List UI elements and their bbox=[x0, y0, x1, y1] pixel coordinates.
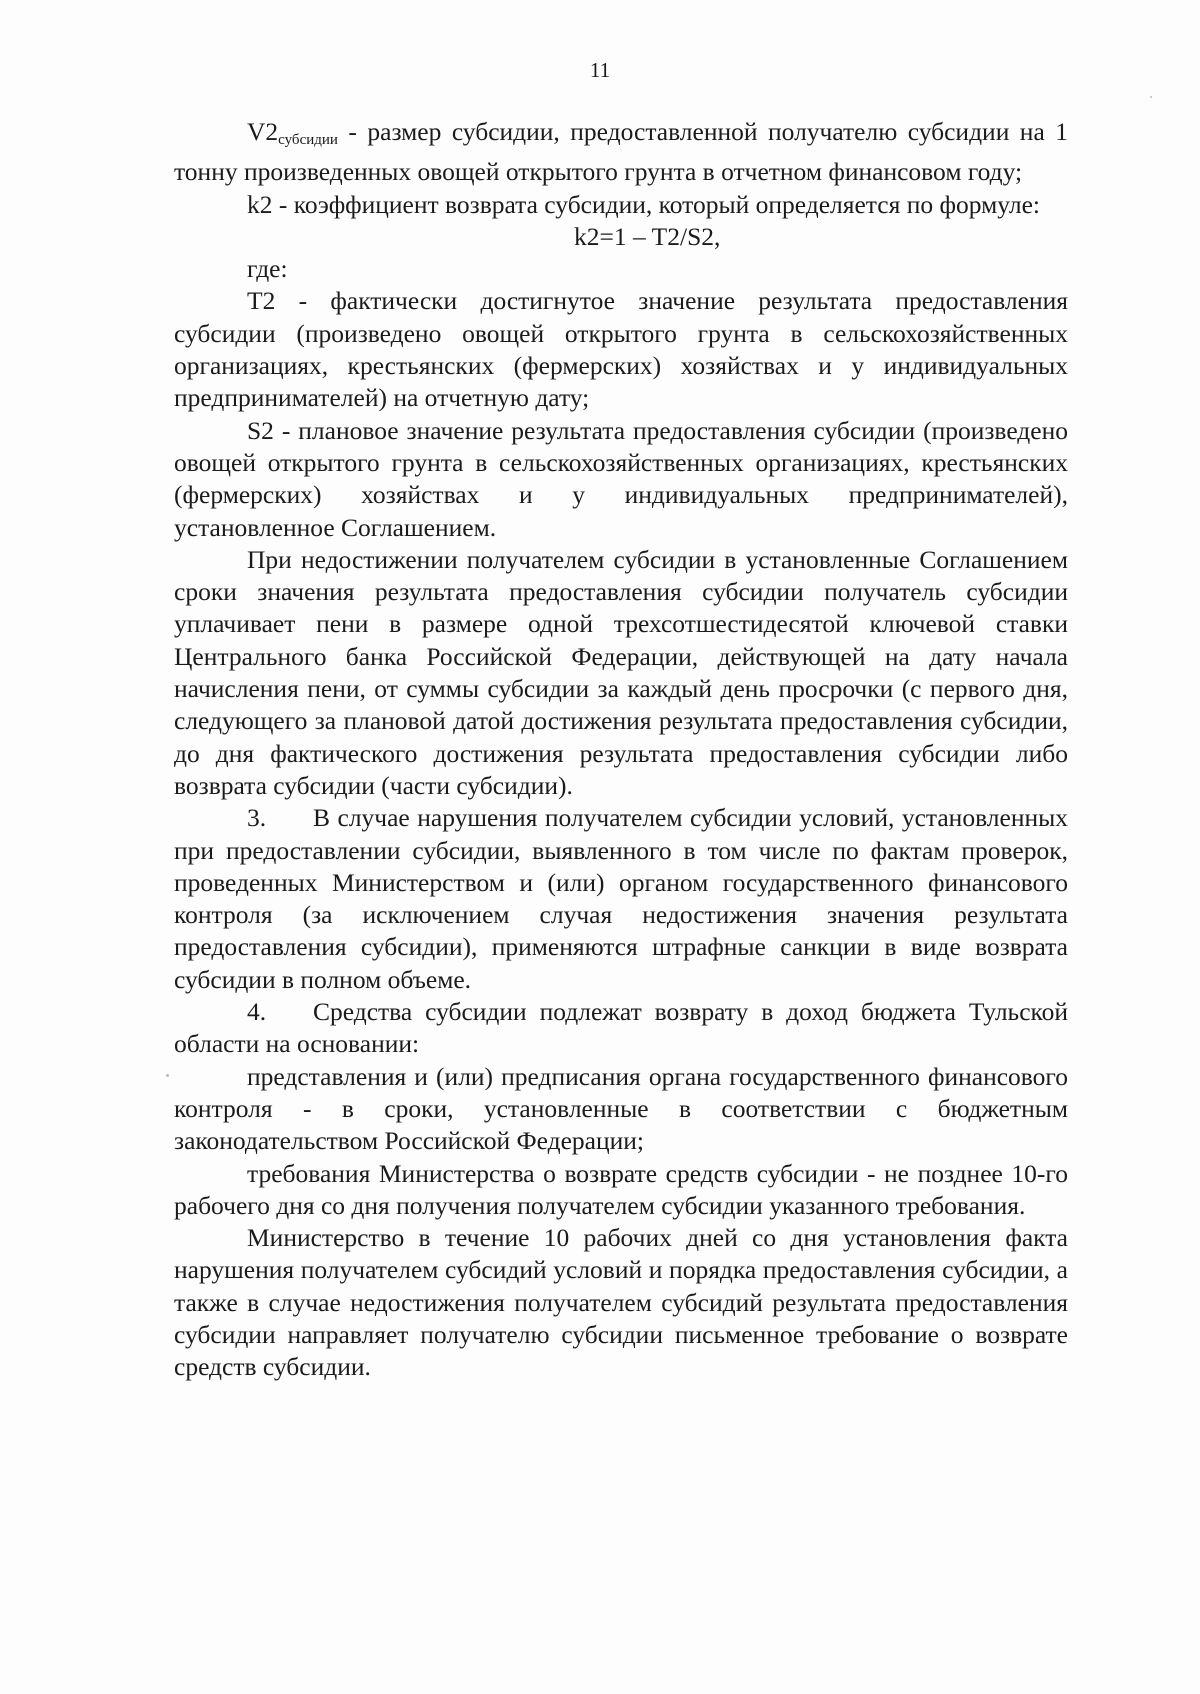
t2-definition-paragraph: T2 - фактически достигнутое значение результата предоставления субсидии (произведено овощей открытого грунта в сельскохозяйственных организациях, крестьянских (фермерских) хозяйствах и у индивидуальных предпринимателей) на отчетную дату; bbox=[174, 286, 1068, 413]
item-4-number: 4. bbox=[247, 997, 267, 1027]
v2-definition-paragraph bbox=[174, 116, 1068, 189]
item-4-paragraph bbox=[174, 996, 1068, 1061]
k2-definition-paragraph: k2 - коэффициент возврата субсидии, который определяется по формуле: bbox=[247, 189, 1040, 219]
v2-definition-text: - размер субсидии, предоставленной получателю субсидии на 1 тонну произведенных овощей открытого грунта в отчетном финансовом году; bbox=[174, 117, 1068, 187]
item-3-text: В случае нарушения получателем субсидии условий, установленных при предоставлении субсидии, выявленного в том числе по фактам проверок, проведенных Министерством и (или) органом государственного финансового контроля (за исключением случая недостижения значения результата предоставления субсидии), применяются штрафные санкции в виде возврата субсидии в полном объеме. bbox=[174, 803, 1068, 994]
item-3-number: 3. bbox=[247, 803, 267, 833]
k2-formula: k2=1 – T2/S2, bbox=[574, 221, 721, 251]
item-3-paragraph bbox=[174, 802, 1068, 996]
where-label: где: bbox=[247, 254, 288, 284]
return-basis-2-paragraph: требования Министерства о возврате средств субсидии - не позднее 10-го рабочего дня со дня получения получателем субсидии указанного требования. bbox=[174, 1158, 1068, 1220]
page-number: 11 bbox=[589, 58, 611, 82]
return-basis-1-paragraph: представления и (или) предписания органа государственного финансового контроля - в сроки, установленные в соответствии с бюджетным законодательством Российской Федерации; bbox=[174, 1061, 1068, 1156]
s2-definition-paragraph: S2 - плановое значение результата предоставления субсидии (произведено овощей открытого грунта в сельскохозяйственных организациях, крестьянских (фермерских) хозяйствах и у индивидуальных предпринимателей), установленное Соглашением. bbox=[174, 415, 1068, 542]
scan-speck bbox=[166, 1074, 169, 1077]
scan-speck bbox=[1150, 96, 1152, 98]
document-body bbox=[174, 116, 1068, 1384]
penalty-paragraph: При недостижении получателем субсидии в установленные Соглашением сроки значения результата предоставления субсидии получатель субсидии уплачивает пени в размере одной трехсотшестидесятой ключевой ставки Центрального банка Российской Федерации, действующей на дату начала начисления пени, от суммы субсидии за каждый день просрочки (с первого дня, следующего за плановой датой достижения результата предоставления субсидии, до дня фактического достижения результата предоставления субсидии либо возврата субсидии (части субсидии). bbox=[174, 544, 1068, 800]
v2-symbol: V2 bbox=[247, 117, 279, 146]
v2-symbol-subscript: субсидии bbox=[278, 132, 338, 148]
item-4-text: Средства субсидии подлежат возврату в доход бюджета Тульской области на основании: bbox=[174, 997, 1068, 1059]
ministry-paragraph: Министерство в течение 10 рабочих дней со дня установления факта нарушения получателем субсидий условий и порядка предоставления субсидии, а также в случае недостижения получателем субсидий результата предоставления субсидии направляет получателю субсидии письменное требование о возврате средств субсидии. bbox=[174, 1223, 1068, 1382]
